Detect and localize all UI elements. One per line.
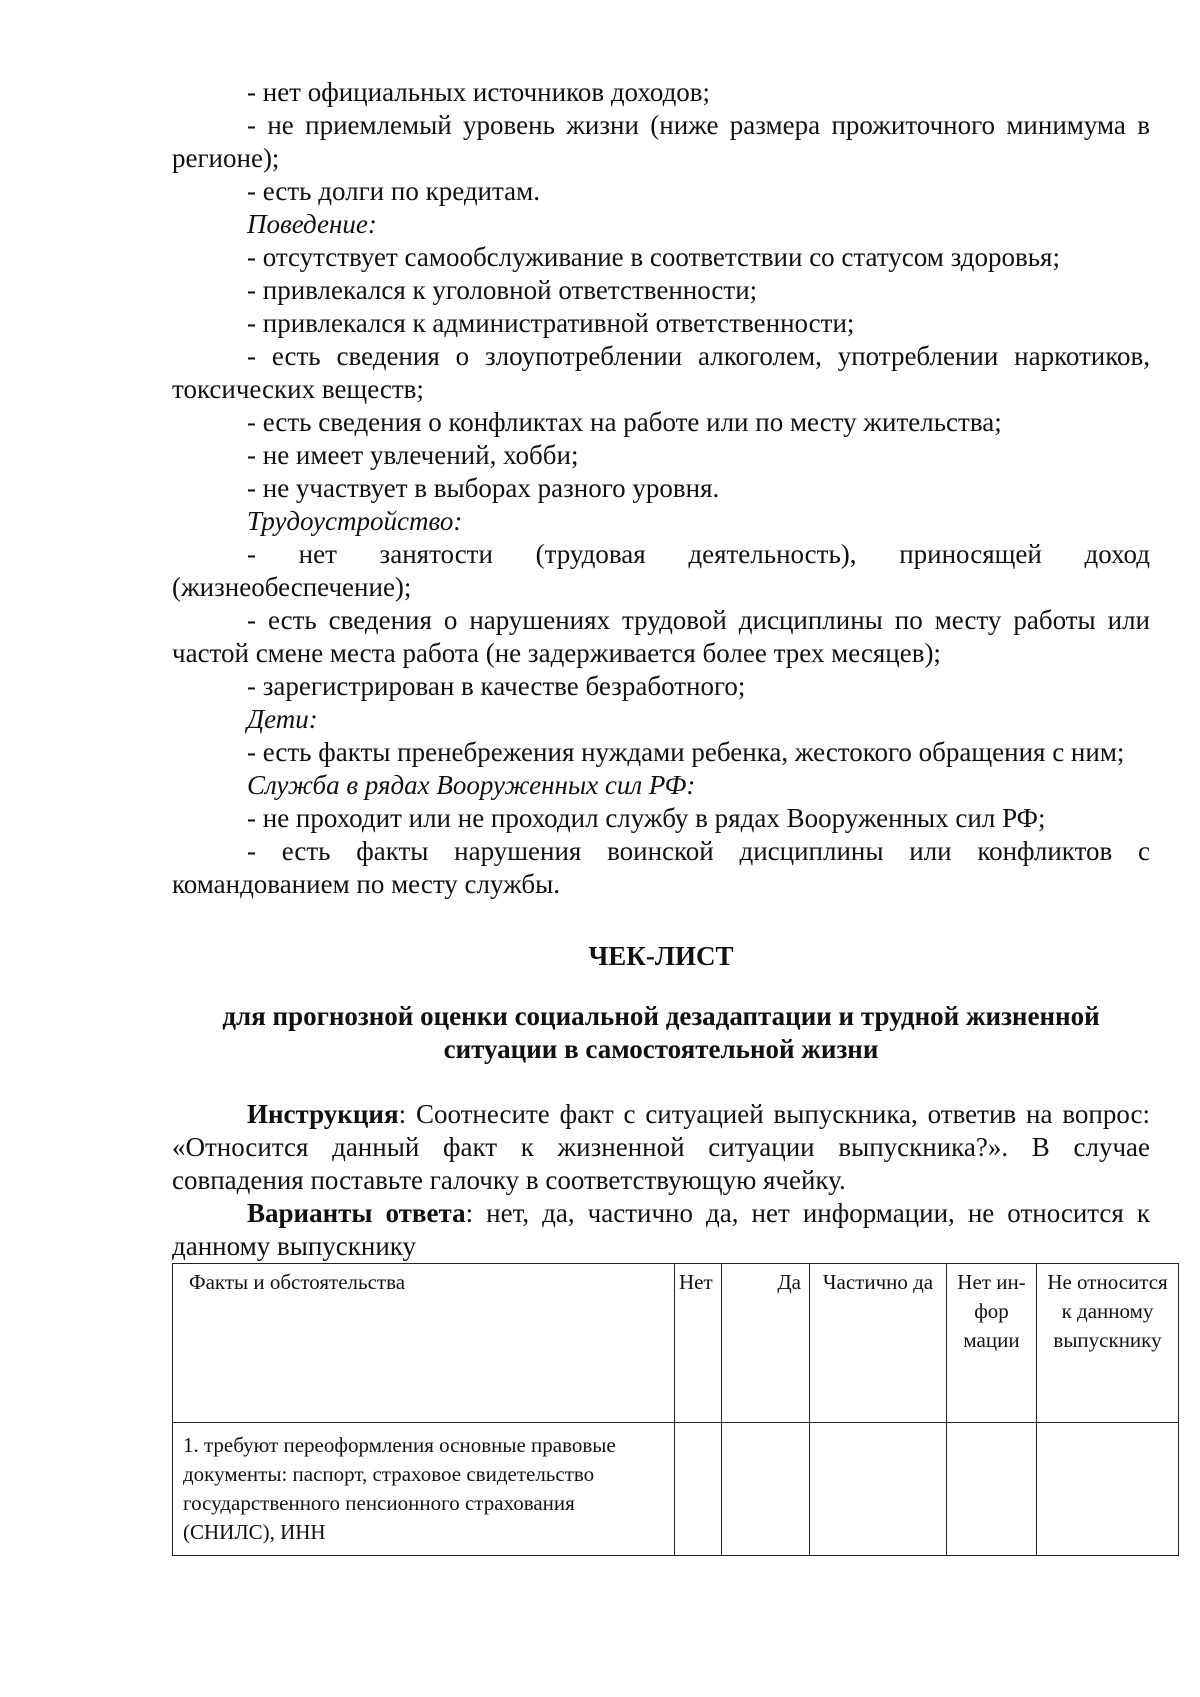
cell-partial[interactable] (810, 1423, 947, 1556)
paragraph-no-hobbies: - не имеет увлечений, хобби; (247, 440, 579, 470)
header-facts: Факты и обстоятельства (173, 1264, 675, 1423)
table-header-row (173, 1264, 1179, 1423)
paragraph-registered-unemployed: - зарегистрирован в качестве безработного; (247, 671, 746, 701)
header-partial: Частично да (810, 1264, 947, 1423)
instruction-paragraph (172, 1098, 1150, 1197)
paragraph-no-elections: - не участвует в выборах разного уровня. (247, 473, 720, 503)
answers-paragraph (172, 1197, 1150, 1263)
cell-no[interactable] (675, 1423, 722, 1556)
checklist-subtitle-line-2: ситуации в самостоятельной жизни (443, 1034, 879, 1064)
table-row (173, 1423, 1179, 1556)
section-heading-military: Служба в рядах Вооруженных сил РФ: (247, 770, 696, 800)
answers-label: Варианты ответа (247, 1198, 466, 1228)
paragraph-conflicts: - есть сведения о конфликтах на работе или по месту жительства; (247, 407, 1002, 437)
section-heading-children: Дети: (247, 704, 318, 734)
cell-yes[interactable] (722, 1423, 810, 1556)
cell-not-applicable[interactable] (1037, 1423, 1179, 1556)
paragraph-criminal-liability: - привлекался к уголовной ответственности; (247, 275, 758, 305)
paragraph-credit-debts: - есть долги по кредитам. (247, 176, 540, 206)
header-no: Нет (675, 1264, 722, 1423)
instruction-label: Инструкция (247, 1099, 399, 1129)
paragraph-substance-abuse: - есть сведения о злоупотреблении алкоголем, употреблении наркотиков, токсических веществ; (172, 341, 1150, 404)
checklist-subtitle-line-1: для прогнозной оценки социальной дезадаптации и трудной жизненной (222, 1001, 1100, 1031)
paragraph-military-discipline: - есть факты нарушения воинской дисциплины или конфликтов с командованием по месту службы. (172, 836, 1150, 899)
paragraph-no-income: - нет официальных источников доходов; (247, 77, 711, 107)
checklist-title: ЧЕК-ЛИСТ (588, 941, 734, 971)
instruction-text: : Соотнесите факт с ситуацией выпускника, ответив на вопрос: «Относится данный факт к жизненной ситуации выпускника?». В случае совпадения поставьте галочку в соответствующую ячейку. (172, 1099, 1150, 1195)
row-fact-text: 1. требуют переоформления основные правовые документы: паспорт, страховое свидетельство государственного пенсионного страхования (СНИЛС), ИНН (173, 1423, 675, 1556)
paragraph-no-employment: - нет занятости (трудовая деятельность), приносящей доход (жизнеобеспечение); (172, 539, 1150, 602)
paragraph-self-care: - отсутствует самообслуживание в соответствии со статусом здоровья; (247, 242, 1060, 272)
paragraph-labor-discipline: - есть сведения о нарушениях трудовой дисциплины по месту работы или частой смене места работа (не задерживается более трех месяцев); (172, 605, 1150, 668)
header-yes: Да (722, 1264, 810, 1423)
paragraph-no-military-service: - не проходит или не проходил службу в рядах Вооруженных сил РФ; (247, 803, 1046, 833)
paragraph-living-standard: - не приемлемый уровень жизни (ниже размера прожиточного минимума в регионе); (172, 110, 1150, 173)
header-no-info: Нет ин-фор мации (947, 1264, 1037, 1423)
paragraph-administrative-liability: - привлекался к административной ответственности; (247, 308, 855, 338)
header-not-applicable: Не относится к данному выпускнику (1037, 1264, 1179, 1423)
document-page (172, 76, 1168, 1556)
cell-no-info[interactable] (947, 1423, 1037, 1556)
section-heading-employment: Трудоустройство: (247, 506, 463, 536)
checklist-table (172, 1263, 1179, 1556)
paragraph-child-neglect: - есть факты пренебрежения нуждами ребенка, жестокого обращения с ним; (247, 737, 1125, 767)
section-heading-behavior: Поведение: (247, 209, 377, 239)
answers-text: : нет, да, частично да, нет информации, не относится к данному выпускнику (172, 1198, 1151, 1261)
